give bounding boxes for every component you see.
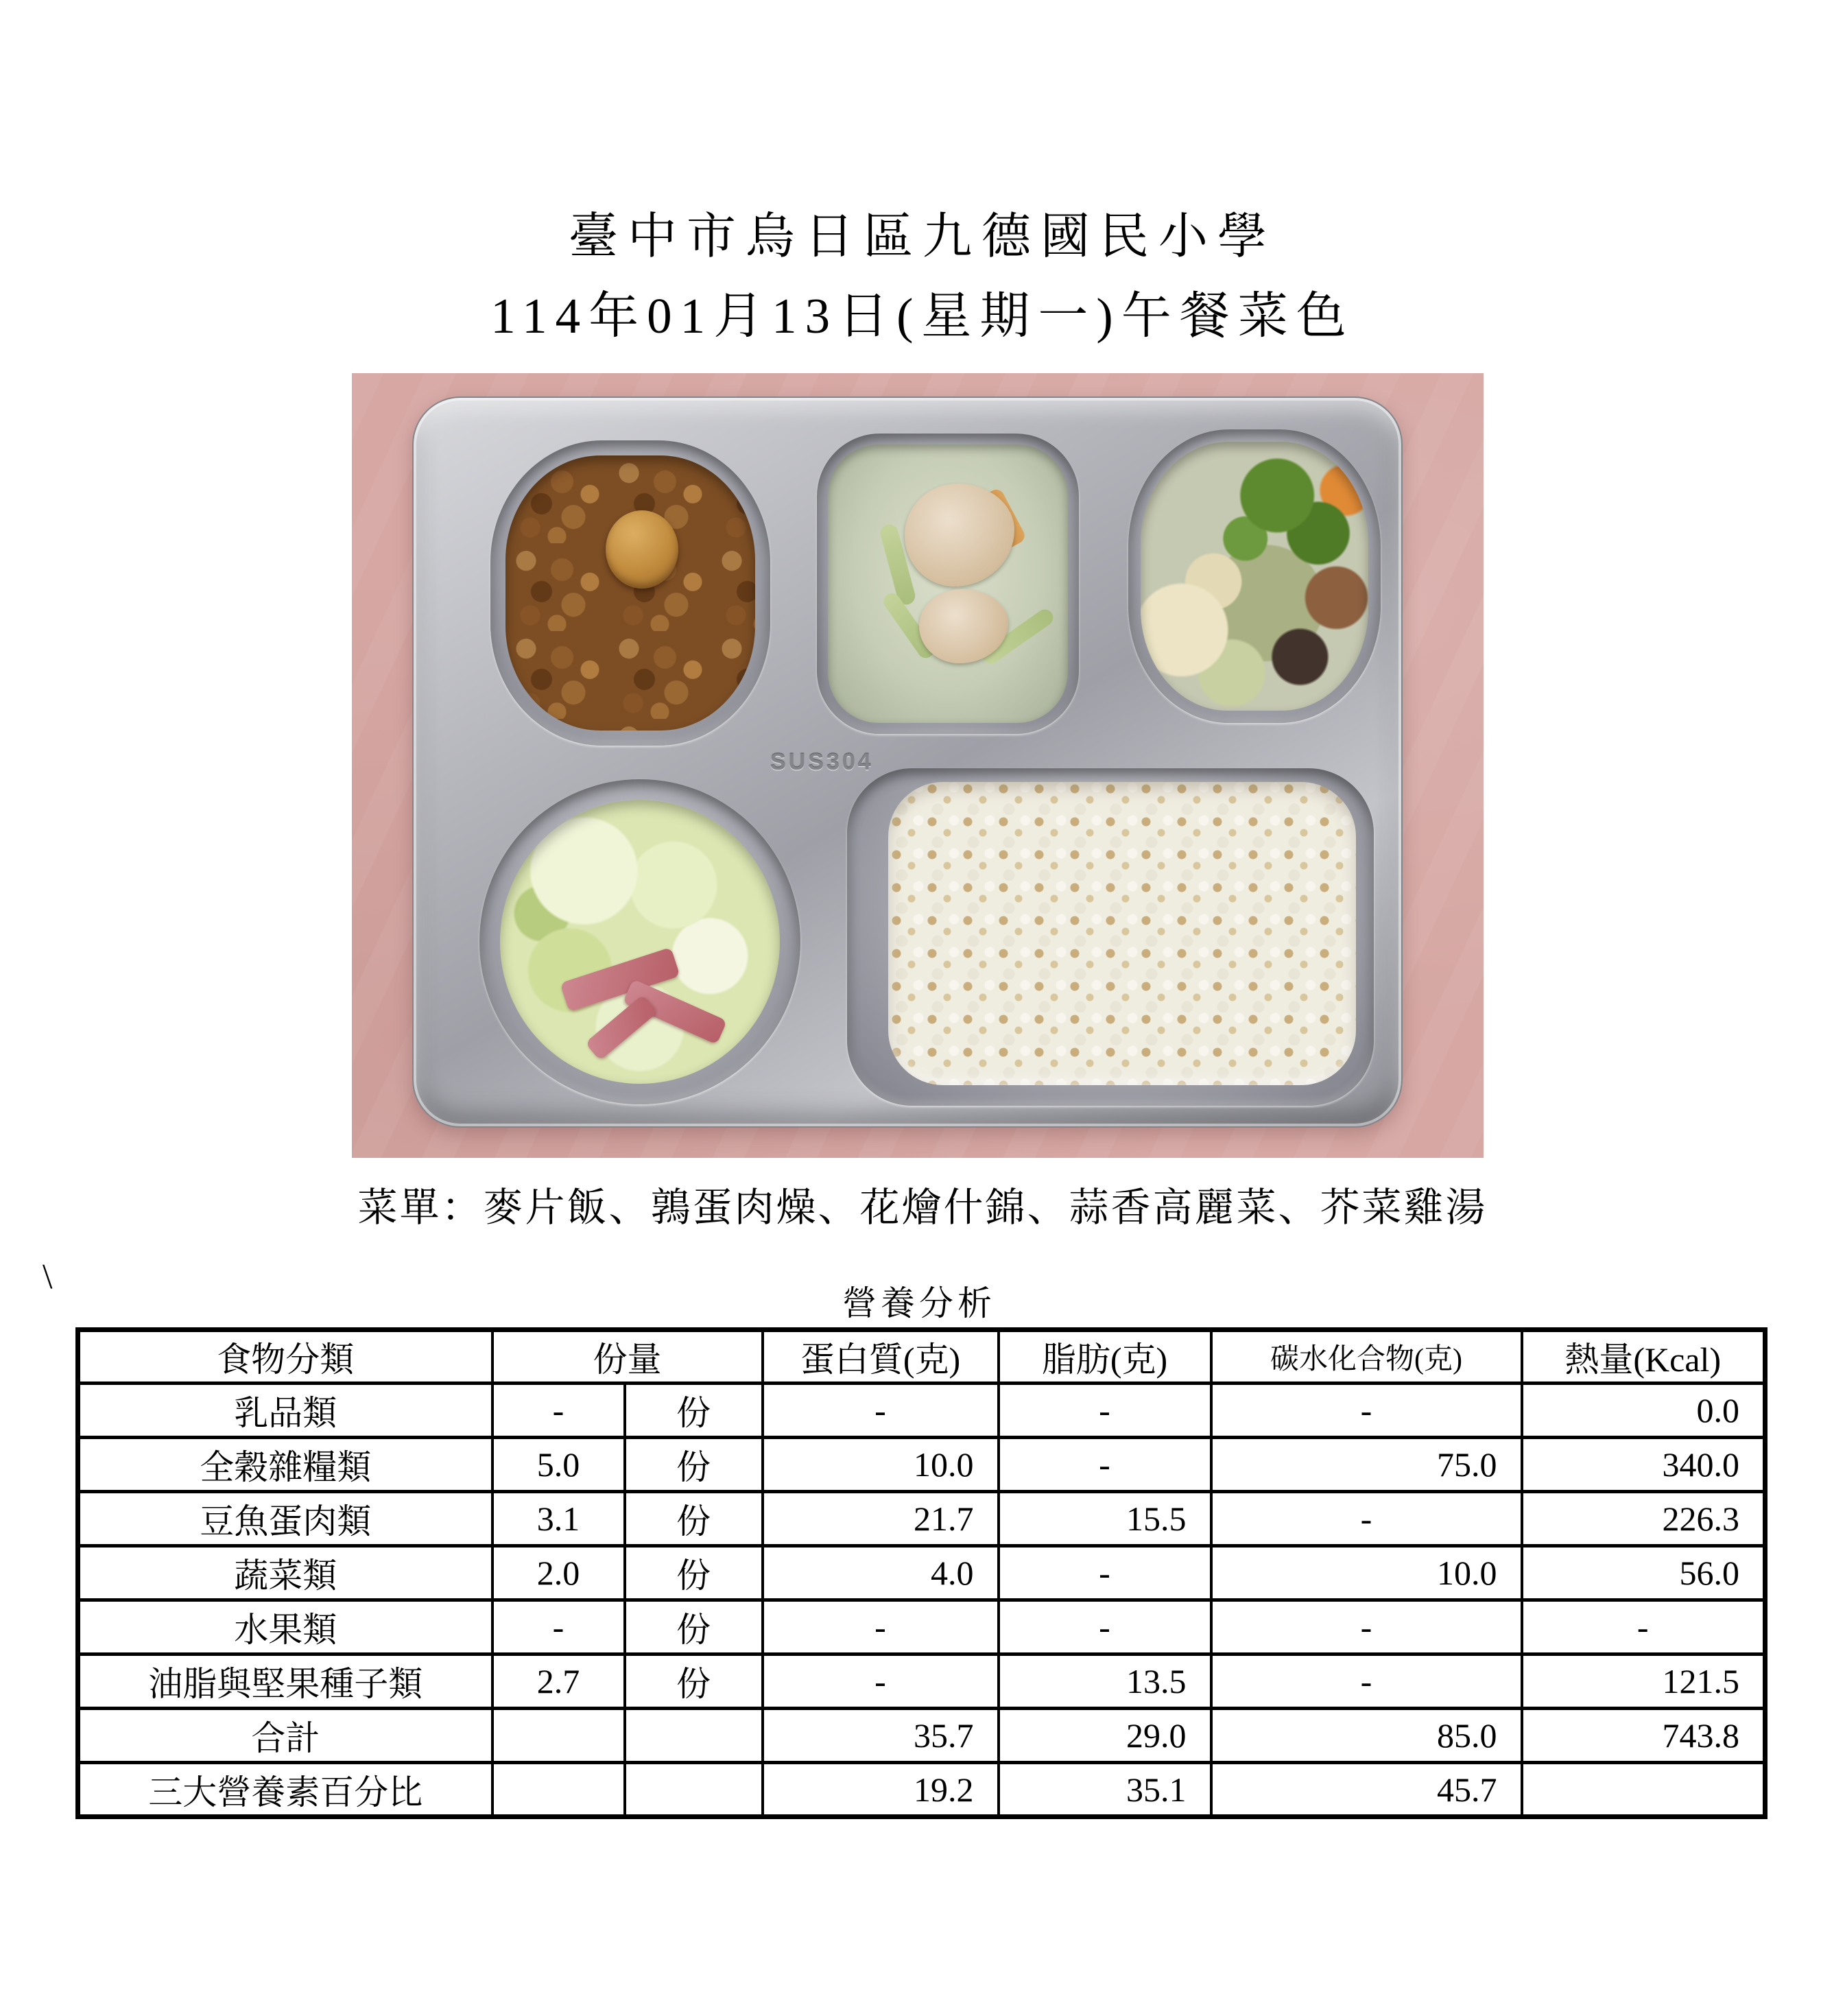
header-row — [78, 1330, 1765, 1384]
stray-backslash-mark: \ — [43, 1257, 53, 1296]
cell-unit: 份 — [625, 1438, 763, 1492]
cell-kcal: 121.5 — [1522, 1655, 1765, 1709]
cell-carb: 75.0 — [1211, 1438, 1522, 1492]
cell-kcal: 743.8 — [1522, 1709, 1765, 1763]
cell-unit: 份 — [625, 1384, 763, 1438]
cell-kcal: 226.3 — [1522, 1492, 1765, 1546]
minced-pork-food — [505, 455, 755, 731]
cell-unit — [625, 1763, 763, 1817]
cell-amount — [492, 1763, 625, 1817]
cell-fat: 29.0 — [999, 1709, 1211, 1763]
cell-kcal: 340.0 — [1522, 1438, 1765, 1492]
compartment-garlic-cabbage — [479, 779, 800, 1104]
cabbage-food — [500, 800, 780, 1084]
cell-carb: - — [1211, 1492, 1522, 1546]
cell-carb: - — [1211, 1384, 1522, 1438]
cell-protein: - — [763, 1384, 999, 1438]
cell-amount: 3.1 — [492, 1492, 625, 1546]
cell-protein: - — [763, 1655, 999, 1709]
cell-category: 水果類 — [78, 1600, 492, 1655]
cell-protein: 35.7 — [763, 1709, 999, 1763]
cell-unit: 份 — [625, 1655, 763, 1709]
cell-category: 合計 — [78, 1709, 492, 1763]
cell-category: 豆魚蛋肉類 — [78, 1492, 492, 1546]
compartment-quail-egg-meat-sauce — [490, 440, 770, 746]
table-row — [78, 1492, 1765, 1546]
chicken-soup-food — [828, 444, 1068, 723]
table-row — [78, 1600, 1765, 1655]
chicken-piece — [905, 484, 1014, 586]
col-header-kcal: 熱量(Kcal) — [1522, 1330, 1765, 1384]
table-row — [78, 1546, 1765, 1600]
date-meal-title: 114年01月13日(星期一)午餐菜色 — [490, 288, 1355, 344]
compartment-oat-rice — [847, 768, 1374, 1106]
cell-amount: - — [492, 1600, 625, 1655]
cell-fat: - — [999, 1384, 1211, 1438]
compartment-mustard-green-chicken-soup — [817, 434, 1079, 734]
col-header-amount: 份量 — [492, 1330, 763, 1384]
cell-unit: 份 — [625, 1600, 763, 1655]
cell-kcal: - — [1522, 1600, 1765, 1655]
cell-amount: - — [492, 1384, 625, 1438]
lunch-tray-photo — [352, 373, 1484, 1158]
ham-strip — [585, 994, 658, 1060]
cell-category: 蔬菜類 — [78, 1546, 492, 1600]
cell-carb: - — [1211, 1655, 1522, 1709]
cell-amount: 2.0 — [492, 1546, 625, 1600]
document-header — [0, 198, 1845, 357]
cell-fat: 15.5 — [999, 1492, 1211, 1546]
cell-carb: 45.7 — [1211, 1763, 1522, 1817]
cell-carb: 10.0 — [1211, 1546, 1522, 1600]
col-header-fat: 脂肪(克) — [999, 1330, 1211, 1384]
col-header-category: 食物分類 — [78, 1330, 492, 1384]
cell-protein: 19.2 — [763, 1763, 999, 1817]
cell-fat: - — [999, 1600, 1211, 1655]
table-row-total — [78, 1709, 1765, 1763]
oat-rice-food — [888, 782, 1356, 1085]
cell-category: 三大營養素百分比 — [78, 1763, 492, 1817]
cell-unit — [625, 1709, 763, 1763]
cell-unit: 份 — [625, 1546, 763, 1600]
school-name-title: 臺中市烏日區九德國民小學 — [568, 209, 1276, 264]
compartment-assorted-braised-vegetables — [1128, 429, 1381, 723]
cell-fat: - — [999, 1546, 1211, 1600]
cell-protein: 10.0 — [763, 1438, 999, 1492]
stainless-tray — [412, 396, 1403, 1128]
cell-category: 乳品類 — [78, 1384, 492, 1438]
cell-fat: - — [999, 1438, 1211, 1492]
table-row — [78, 1438, 1765, 1492]
cell-category: 油脂與堅果種子類 — [78, 1655, 492, 1709]
menu-text: 菜單：麥片飯、鶉蛋肉燥、花燴什錦、蒜香高麗菜、芥菜雞湯 — [357, 1185, 1488, 1230]
quail-egg — [606, 510, 678, 589]
cell-amount: 5.0 — [492, 1438, 625, 1492]
table-row — [78, 1655, 1765, 1709]
cell-fat: 35.1 — [999, 1763, 1211, 1817]
col-header-carb: 碳水化合物(克) — [1211, 1330, 1522, 1384]
col-header-protein: 蛋白質(克) — [763, 1330, 999, 1384]
table-row — [78, 1384, 1765, 1438]
cell-carb: - — [1211, 1600, 1522, 1655]
table-row-macro-percent — [78, 1763, 1765, 1817]
cell-protein: - — [763, 1600, 999, 1655]
cell-kcal: 56.0 — [1522, 1546, 1765, 1600]
cell-kcal: 0.0 — [1522, 1384, 1765, 1438]
cell-carb: 85.0 — [1211, 1709, 1522, 1763]
mixed-vegetables-food — [1141, 442, 1368, 711]
cell-unit: 份 — [625, 1492, 763, 1546]
cell-kcal — [1522, 1763, 1765, 1817]
cell-protein: 4.0 — [763, 1546, 999, 1600]
nutrition-table — [75, 1327, 1767, 1819]
cell-category: 全穀雜糧類 — [78, 1438, 492, 1492]
cell-amount: 2.7 — [492, 1655, 625, 1709]
cell-fat: 13.5 — [999, 1655, 1211, 1709]
nutrition-analysis-title: 營養分析 — [842, 1284, 996, 1323]
cell-protein: 21.7 — [763, 1492, 999, 1546]
tray-stamp: SUS304 — [770, 749, 874, 775]
cell-amount — [492, 1709, 625, 1763]
